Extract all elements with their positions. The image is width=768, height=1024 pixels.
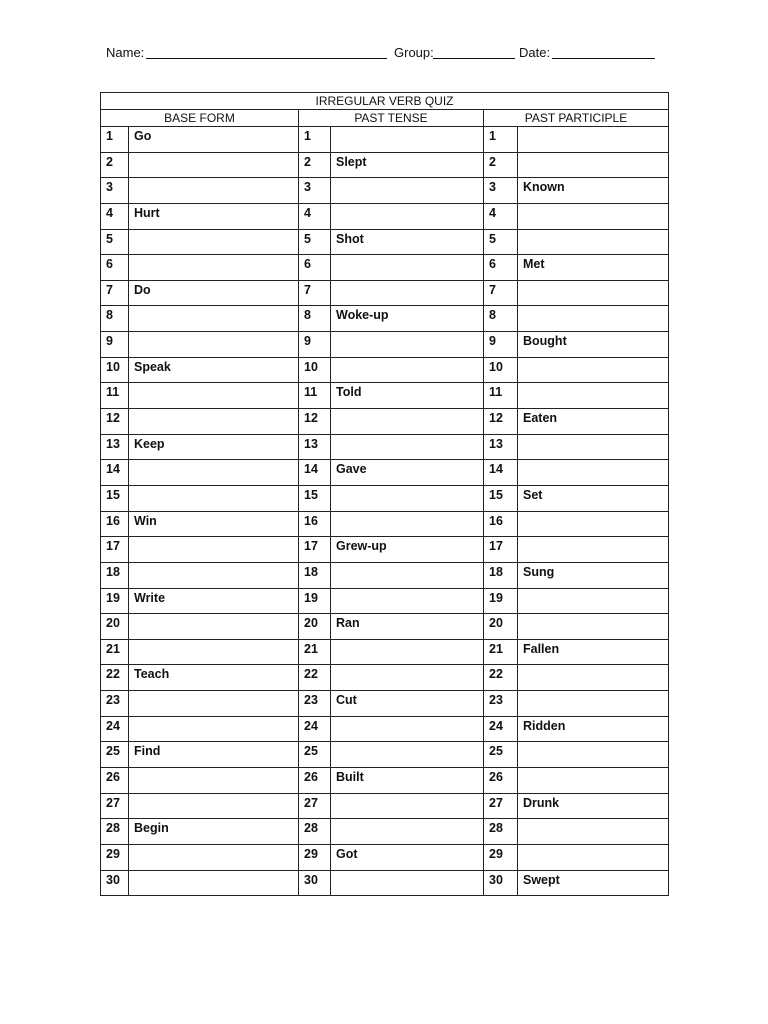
name-label: Name: xyxy=(106,45,145,60)
past-participle-cell[interactable] xyxy=(518,511,669,537)
row-number: 26 xyxy=(484,768,518,794)
base-form-cell[interactable] xyxy=(129,229,299,255)
row-number: 17 xyxy=(299,537,331,563)
verb-quiz-table xyxy=(100,92,669,896)
base-form-cell[interactable] xyxy=(129,306,299,332)
row-number: 3 xyxy=(484,178,518,204)
base-form-cell[interactable] xyxy=(129,255,299,281)
row-number: 29 xyxy=(101,844,129,870)
past-participle-cell[interactable] xyxy=(518,229,669,255)
base-form-cell[interactable] xyxy=(129,562,299,588)
row-number: 26 xyxy=(299,768,331,794)
row-number: 28 xyxy=(484,819,518,845)
row-number: 28 xyxy=(101,819,129,845)
row-number: 5 xyxy=(101,229,129,255)
column-header-past-participle: PAST PARTICIPLE xyxy=(484,110,669,127)
past-tense-cell[interactable]: Woke-up xyxy=(331,306,484,332)
past-tense-cell[interactable] xyxy=(331,127,484,153)
table-row xyxy=(101,511,669,537)
row-number: 15 xyxy=(101,485,129,511)
row-number: 15 xyxy=(484,485,518,511)
past-tense-cell[interactable] xyxy=(331,332,484,358)
past-participle-cell[interactable]: Eaten xyxy=(518,409,669,435)
row-number: 9 xyxy=(101,332,129,358)
past-participle-cell[interactable] xyxy=(518,152,669,178)
base-form-cell[interactable]: Hurt xyxy=(129,203,299,229)
base-form-cell[interactable] xyxy=(129,178,299,204)
row-number: 7 xyxy=(484,280,518,306)
base-form-cell[interactable] xyxy=(129,409,299,435)
past-tense-cell[interactable] xyxy=(331,665,484,691)
date-label: Date: xyxy=(519,45,551,60)
row-number: 14 xyxy=(101,460,129,486)
past-participle-cell[interactable]: Set xyxy=(518,485,669,511)
group-label: Group: xyxy=(394,45,434,60)
table-row xyxy=(101,691,669,717)
table-row xyxy=(101,127,669,153)
quiz-rows xyxy=(101,127,669,896)
column-header-past-tense: PAST TENSE xyxy=(299,110,484,127)
row-number: 7 xyxy=(299,280,331,306)
row-number: 29 xyxy=(299,844,331,870)
table-row xyxy=(101,409,669,435)
row-number: 7 xyxy=(101,280,129,306)
past-tense-cell[interactable] xyxy=(331,178,484,204)
table-row xyxy=(101,203,669,229)
table-row xyxy=(101,255,669,281)
past-tense-cell[interactable] xyxy=(331,255,484,281)
row-number: 19 xyxy=(299,588,331,614)
base-form-cell[interactable]: Do xyxy=(129,280,299,306)
past-tense-cell[interactable]: Cut xyxy=(331,691,484,717)
row-number: 23 xyxy=(101,691,129,717)
row-number: 8 xyxy=(101,306,129,332)
past-tense-cell[interactable] xyxy=(331,409,484,435)
table-row xyxy=(101,306,669,332)
row-number: 27 xyxy=(101,793,129,819)
row-number: 9 xyxy=(484,332,518,358)
row-number: 12 xyxy=(101,409,129,435)
row-number: 18 xyxy=(299,562,331,588)
table-row xyxy=(101,280,669,306)
row-number: 26 xyxy=(101,768,129,794)
row-number: 10 xyxy=(101,357,129,383)
past-participle-cell[interactable] xyxy=(518,742,669,768)
row-number: 15 xyxy=(299,485,331,511)
row-number: 16 xyxy=(484,511,518,537)
past-participle-cell[interactable]: Swept xyxy=(518,870,669,896)
past-participle-cell[interactable]: Known xyxy=(518,178,669,204)
row-number: 3 xyxy=(299,178,331,204)
row-number: 14 xyxy=(299,460,331,486)
row-number: 17 xyxy=(484,537,518,563)
table-row xyxy=(101,819,669,845)
header-fields xyxy=(106,45,666,65)
row-number: 22 xyxy=(484,665,518,691)
past-tense-cell[interactable] xyxy=(331,588,484,614)
base-form-cell[interactable] xyxy=(129,485,299,511)
row-number: 25 xyxy=(484,742,518,768)
column-header-base-form: BASE FORM xyxy=(101,110,299,127)
past-tense-cell[interactable] xyxy=(331,280,484,306)
past-tense-cell[interactable] xyxy=(331,716,484,742)
past-participle-cell[interactable] xyxy=(518,383,669,409)
table-row xyxy=(101,742,669,768)
table-row xyxy=(101,460,669,486)
past-participle-cell[interactable] xyxy=(518,357,669,383)
base-form-cell[interactable]: Begin xyxy=(129,819,299,845)
table-row xyxy=(101,152,669,178)
row-number: 12 xyxy=(299,409,331,435)
row-number: 13 xyxy=(299,434,331,460)
row-number: 10 xyxy=(299,357,331,383)
past-participle-cell[interactable] xyxy=(518,280,669,306)
table-row xyxy=(101,229,669,255)
base-form-cell[interactable] xyxy=(129,793,299,819)
row-number: 28 xyxy=(299,819,331,845)
row-number: 4 xyxy=(299,203,331,229)
row-number: 27 xyxy=(484,793,518,819)
base-form-cell[interactable] xyxy=(129,716,299,742)
row-number: 5 xyxy=(484,229,518,255)
past-participle-cell[interactable]: Met xyxy=(518,255,669,281)
past-tense-cell[interactable] xyxy=(331,793,484,819)
row-number: 13 xyxy=(101,434,129,460)
table-row xyxy=(101,793,669,819)
row-number: 23 xyxy=(484,691,518,717)
past-participle-cell[interactable] xyxy=(518,460,669,486)
row-number: 5 xyxy=(299,229,331,255)
past-participle-cell[interactable] xyxy=(518,614,669,640)
past-participle-cell[interactable] xyxy=(518,819,669,845)
row-number: 14 xyxy=(484,460,518,486)
base-form-cell[interactable] xyxy=(129,870,299,896)
row-number: 24 xyxy=(299,716,331,742)
base-form-cell[interactable] xyxy=(129,460,299,486)
table-row xyxy=(101,332,669,358)
row-number: 29 xyxy=(484,844,518,870)
base-form-cell[interactable] xyxy=(129,768,299,794)
row-number: 6 xyxy=(101,255,129,281)
past-tense-cell[interactable] xyxy=(331,485,484,511)
table-row xyxy=(101,844,669,870)
row-number: 2 xyxy=(299,152,331,178)
row-number: 20 xyxy=(101,614,129,640)
row-number: 21 xyxy=(101,639,129,665)
base-form-cell[interactable] xyxy=(129,537,299,563)
past-participle-cell[interactable] xyxy=(518,434,669,460)
row-number: 2 xyxy=(101,152,129,178)
row-number: 11 xyxy=(101,383,129,409)
base-form-cell[interactable]: Go xyxy=(129,127,299,153)
base-form-cell[interactable]: Win xyxy=(129,511,299,537)
row-number: 8 xyxy=(299,306,331,332)
row-number: 24 xyxy=(484,716,518,742)
past-tense-cell[interactable]: Grew-up xyxy=(331,537,484,563)
row-number: 8 xyxy=(484,306,518,332)
past-tense-cell[interactable]: Gave xyxy=(331,460,484,486)
past-participle-cell[interactable] xyxy=(518,127,669,153)
table-row xyxy=(101,383,669,409)
row-number: 17 xyxy=(101,537,129,563)
row-number: 12 xyxy=(484,409,518,435)
row-number: 4 xyxy=(484,203,518,229)
past-participle-cell[interactable] xyxy=(518,665,669,691)
table-row xyxy=(101,178,669,204)
past-tense-cell[interactable] xyxy=(331,434,484,460)
table-row xyxy=(101,485,669,511)
row-number: 20 xyxy=(484,614,518,640)
table-row xyxy=(101,357,669,383)
past-tense-cell[interactable] xyxy=(331,870,484,896)
table-row xyxy=(101,870,669,896)
row-number: 13 xyxy=(484,434,518,460)
past-tense-cell[interactable] xyxy=(331,819,484,845)
past-participle-cell[interactable]: Bought xyxy=(518,332,669,358)
table-row xyxy=(101,768,669,794)
row-number: 27 xyxy=(299,793,331,819)
table-row xyxy=(101,537,669,563)
row-number: 21 xyxy=(299,639,331,665)
past-participle-cell[interactable] xyxy=(518,203,669,229)
past-participle-cell[interactable] xyxy=(518,768,669,794)
row-number: 21 xyxy=(484,639,518,665)
table-row xyxy=(101,588,669,614)
row-number: 16 xyxy=(299,511,331,537)
base-form-cell[interactable] xyxy=(129,614,299,640)
row-number: 19 xyxy=(484,588,518,614)
table-row xyxy=(101,434,669,460)
quiz-title: IRREGULAR VERB QUIZ xyxy=(101,93,669,110)
row-number: 9 xyxy=(299,332,331,358)
past-participle-cell[interactable] xyxy=(518,588,669,614)
past-tense-cell[interactable]: Got xyxy=(331,844,484,870)
row-number: 18 xyxy=(101,562,129,588)
base-form-cell[interactable]: Teach xyxy=(129,665,299,691)
row-number: 2 xyxy=(484,152,518,178)
base-form-cell[interactable]: Find xyxy=(129,742,299,768)
past-participle-cell[interactable] xyxy=(518,537,669,563)
past-participle-cell[interactable]: Fallen xyxy=(518,639,669,665)
table-row xyxy=(101,665,669,691)
table-row xyxy=(101,639,669,665)
past-tense-cell[interactable]: Slept xyxy=(331,152,484,178)
table-row xyxy=(101,562,669,588)
row-number: 25 xyxy=(101,742,129,768)
row-number: 1 xyxy=(299,127,331,153)
row-number: 16 xyxy=(101,511,129,537)
row-number: 11 xyxy=(484,383,518,409)
table-row xyxy=(101,716,669,742)
row-number: 23 xyxy=(299,691,331,717)
base-form-cell[interactable] xyxy=(129,639,299,665)
past-participle-cell[interactable]: Drunk xyxy=(518,793,669,819)
row-number: 22 xyxy=(299,665,331,691)
row-number: 19 xyxy=(101,588,129,614)
row-number: 25 xyxy=(299,742,331,768)
past-tense-cell[interactable] xyxy=(331,511,484,537)
past-tense-cell[interactable] xyxy=(331,357,484,383)
row-number: 1 xyxy=(101,127,129,153)
past-tense-cell[interactable]: Shot xyxy=(331,229,484,255)
table-row xyxy=(101,614,669,640)
past-tense-cell[interactable]: Told xyxy=(331,383,484,409)
base-form-cell[interactable]: Write xyxy=(129,588,299,614)
base-form-cell[interactable] xyxy=(129,844,299,870)
base-form-cell[interactable] xyxy=(129,332,299,358)
past-participle-cell[interactable] xyxy=(518,306,669,332)
row-number: 10 xyxy=(484,357,518,383)
past-tense-cell[interactable]: Ran xyxy=(331,614,484,640)
past-participle-cell[interactable]: Sung xyxy=(518,562,669,588)
row-number: 11 xyxy=(299,383,331,409)
base-form-cell[interactable] xyxy=(129,383,299,409)
row-number: 30 xyxy=(101,870,129,896)
row-number: 6 xyxy=(484,255,518,281)
base-form-cell[interactable]: Speak xyxy=(129,357,299,383)
past-tense-cell[interactable] xyxy=(331,742,484,768)
past-participle-cell[interactable] xyxy=(518,691,669,717)
past-tense-cell[interactable] xyxy=(331,203,484,229)
row-number: 20 xyxy=(299,614,331,640)
row-number: 3 xyxy=(101,178,129,204)
row-number: 30 xyxy=(299,870,331,896)
row-number: 4 xyxy=(101,203,129,229)
row-number: 1 xyxy=(484,127,518,153)
past-participle-cell[interactable]: Ridden xyxy=(518,716,669,742)
row-number: 30 xyxy=(484,870,518,896)
base-form-cell[interactable] xyxy=(129,691,299,717)
past-participle-cell[interactable] xyxy=(518,844,669,870)
row-number: 6 xyxy=(299,255,331,281)
base-form-cell[interactable] xyxy=(129,152,299,178)
past-tense-cell[interactable]: Built xyxy=(331,768,484,794)
row-number: 18 xyxy=(484,562,518,588)
base-form-cell[interactable]: Keep xyxy=(129,434,299,460)
past-tense-cell[interactable] xyxy=(331,562,484,588)
row-number: 22 xyxy=(101,665,129,691)
past-tense-cell[interactable] xyxy=(331,639,484,665)
row-number: 24 xyxy=(101,716,129,742)
